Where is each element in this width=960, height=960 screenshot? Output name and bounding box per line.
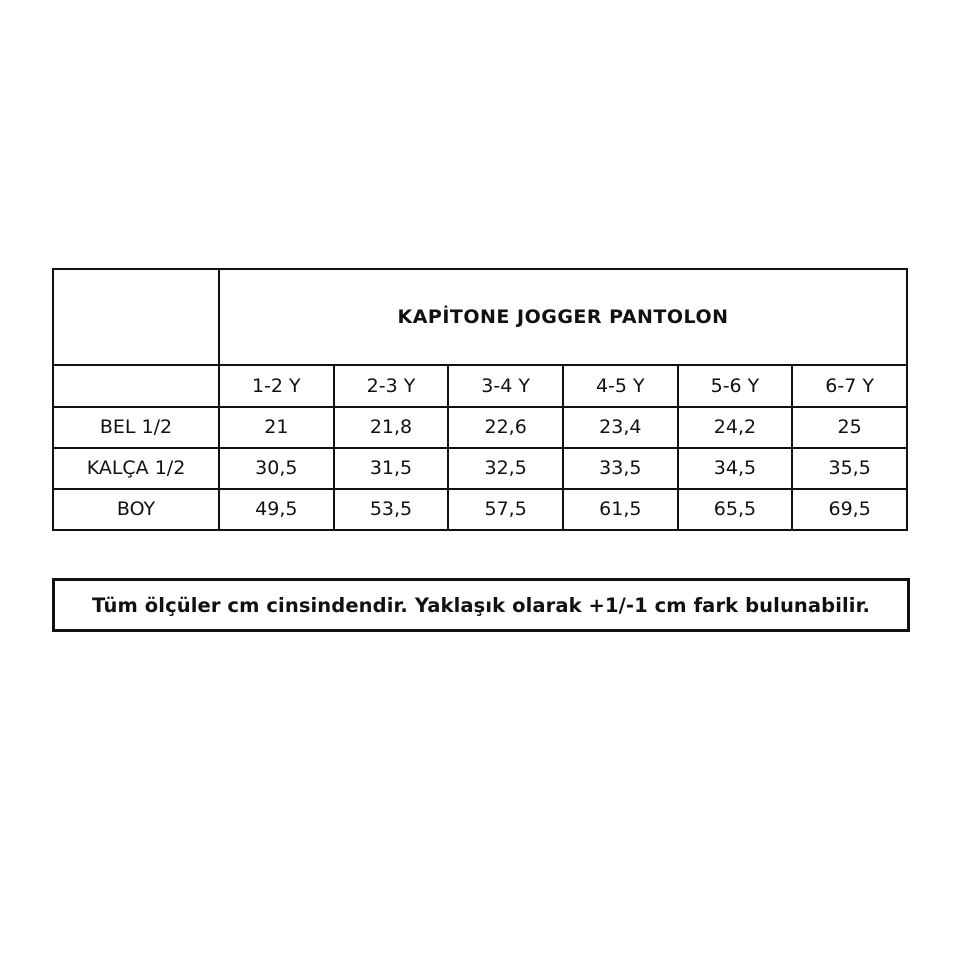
table-row <box>53 407 907 448</box>
measure-value-cell: 69,5 <box>792 489 907 530</box>
measure-label-cell: KALÇA 1/2 <box>53 448 219 489</box>
measure-value-cell: 35,5 <box>792 448 907 489</box>
title-row <box>53 269 907 365</box>
size-chart-table <box>52 268 908 531</box>
header-blank-cell <box>53 365 219 407</box>
size-chart-container <box>52 268 908 531</box>
measure-value-cell: 65,5 <box>678 489 793 530</box>
measure-value-cell: 31,5 <box>334 448 449 489</box>
size-header-cell: 3-4 Y <box>448 365 563 407</box>
table-row <box>53 489 907 530</box>
size-header-row <box>53 365 907 407</box>
measure-value-cell: 24,2 <box>678 407 793 448</box>
size-header-cell: 4-5 Y <box>563 365 678 407</box>
measure-label-cell: BOY <box>53 489 219 530</box>
measure-label-cell: BEL 1/2 <box>53 407 219 448</box>
size-header-cell: 5-6 Y <box>678 365 793 407</box>
measure-value-cell: 25 <box>792 407 907 448</box>
measure-value-cell: 32,5 <box>448 448 563 489</box>
measure-value-cell: 49,5 <box>219 489 334 530</box>
table-row <box>53 448 907 489</box>
size-header-cell: 1-2 Y <box>219 365 334 407</box>
measure-value-cell: 57,5 <box>448 489 563 530</box>
corner-blank-cell <box>53 269 219 365</box>
measure-value-cell: 61,5 <box>563 489 678 530</box>
size-header-cell: 6-7 Y <box>792 365 907 407</box>
measurement-note-text: Tüm ölçüler cm cinsindendir. Yaklaşık olarak +1/-1 cm fark bulunabilir. <box>91 593 871 617</box>
measure-value-cell: 53,5 <box>334 489 449 530</box>
measure-value-cell: 33,5 <box>563 448 678 489</box>
measure-value-cell: 23,4 <box>563 407 678 448</box>
measure-value-cell: 34,5 <box>678 448 793 489</box>
size-header-cell: 2-3 Y <box>334 365 449 407</box>
measure-value-cell: 21 <box>219 407 334 448</box>
product-title-cell: KAPİTONE JOGGER PANTOLON <box>219 269 907 365</box>
measure-value-cell: 30,5 <box>219 448 334 489</box>
measurement-note-box <box>52 578 910 632</box>
measure-value-cell: 22,6 <box>448 407 563 448</box>
measure-value-cell: 21,8 <box>334 407 449 448</box>
